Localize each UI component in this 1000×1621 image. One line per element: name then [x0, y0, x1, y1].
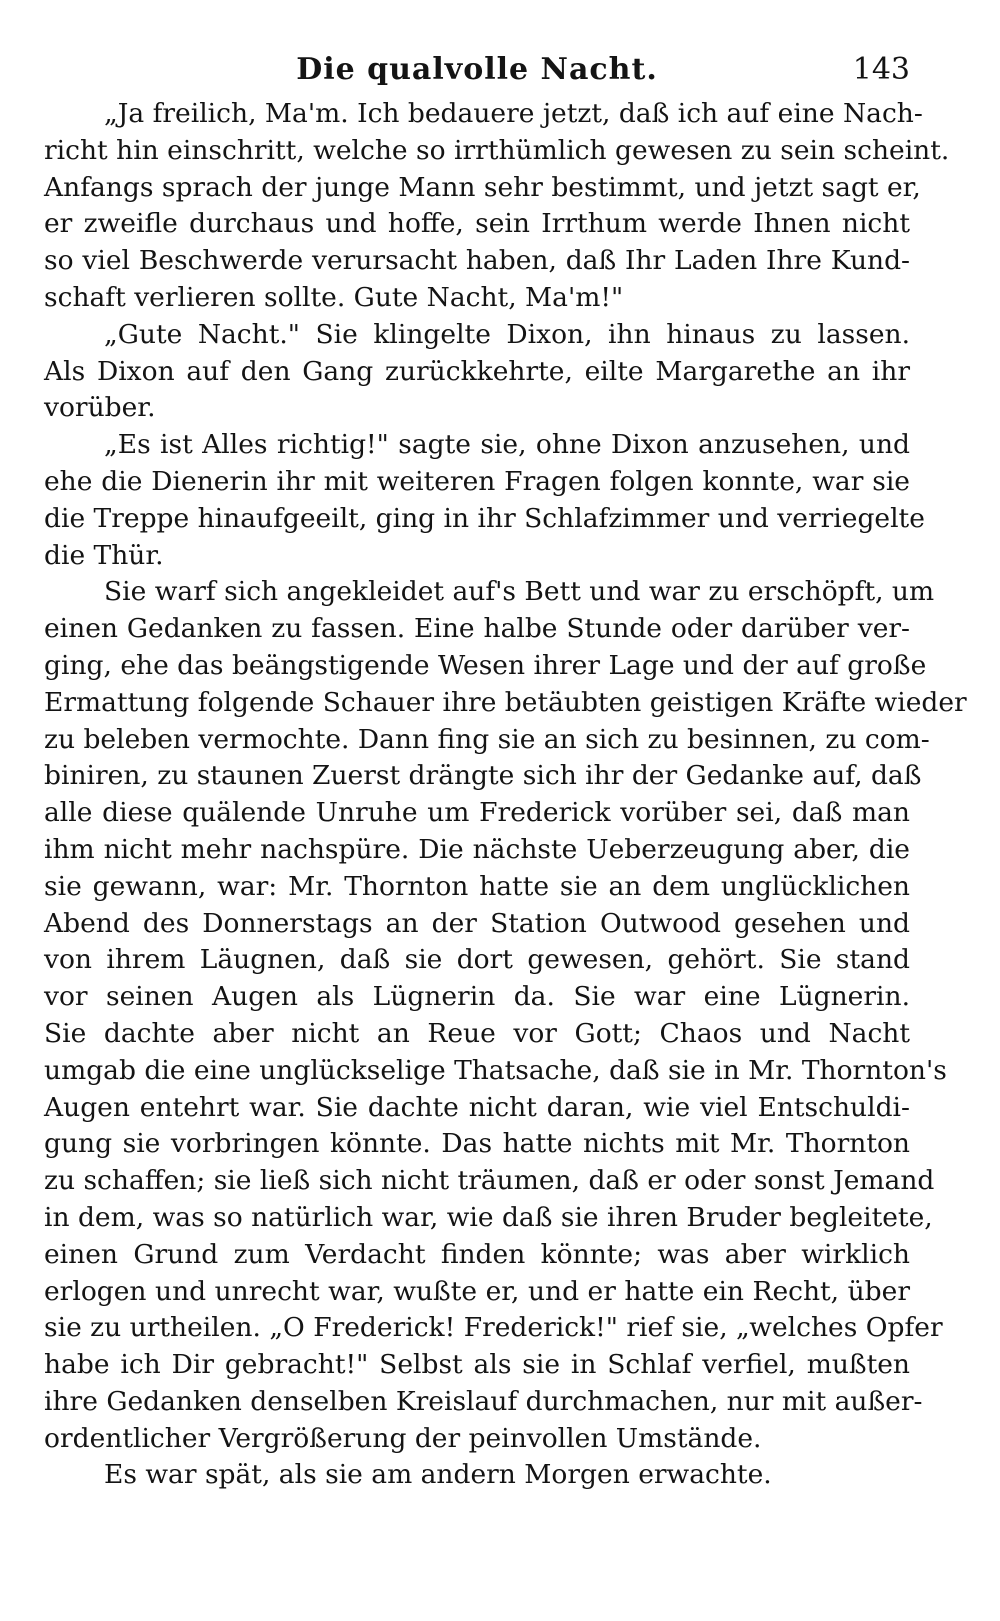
text-line: die Thür. — [44, 539, 164, 571]
body-text — [44, 96, 967, 1494]
text-line: zu schaffen; sie ließ sich nicht träumen, daß er oder sonst Jemand — [44, 1165, 935, 1197]
text-line: „Ja freilich, Ma'm. Ich bedauere jetzt, daß ich auf eine Nach- — [104, 98, 923, 129]
text-line: einen Grund zum Verdacht finden könnte; was aber wirklich — [44, 1238, 910, 1270]
text-line: zu beleben vermochte. Dann fing sie an sich zu besinnen, zu com- — [44, 723, 930, 755]
text-line: „Gute Nacht." Sie klingelte Dixon, ihn hinaus zu lassen. — [104, 318, 910, 350]
text-line: ihm nicht mehr nachspüre. Die nächste Ueberzeugung aber, die — [44, 833, 910, 865]
text-line: erlogen und unrecht war, wußte er, und er hatte ein Recht, über — [44, 1275, 910, 1307]
book-page — [44, 46, 967, 1494]
text-line: in dem, was so natürlich war, wie daß sie ihren Bruder begleitete, — [44, 1201, 933, 1233]
text-line: von ihrem Läugnen, daß sie dort gewesen, gehört. Sie stand — [44, 944, 910, 976]
text-line: Sie warf sich angekleidet auf's Bett und war zu erschöpft, um — [104, 576, 935, 608]
text-line: ihre Gedanken denselben Kreislauf durchmachen, nur mit außer- — [44, 1385, 923, 1417]
text-line: schaft verlieren sollte. Gute Nacht, Ma'm!" — [44, 281, 624, 313]
text-line: so viel Beschwerde verursacht haben, daß Ihr Laden Ihre Kund- — [44, 245, 910, 277]
text-line: sie gewann, war: Mr. Thornton hatte sie an dem unglücklichen — [44, 870, 910, 902]
text-line: die Treppe hinaufgeeilt, ging in ihr Schlafzimmer und verriegelte — [44, 502, 925, 534]
text-line: ordentlicher Vergrößerung der peinvollen Umstände. — [44, 1422, 762, 1454]
text-line: Als Dixon auf den Gang zurückkehrte, eilte Margarethe an ihr — [44, 355, 910, 387]
text-line: „Es ist Alles richtig!" sagte sie, ohne Dixon anzusehen, und — [104, 429, 910, 461]
running-header — [44, 46, 910, 96]
text-line: ehe die Dienerin ihr mit weiteren Fragen folgen konnte, war sie — [44, 465, 910, 497]
running-title: Die qualvolle Nacht. — [296, 52, 658, 87]
text-line: vor seinen Augen als Lügnerin da. Sie war eine Lügnerin. — [44, 981, 910, 1013]
text-line: er zweifle durchaus und hoffe, sein Irrthum werde Ihnen nicht — [44, 208, 910, 240]
text-line: Ermattung folgende Schauer ihre betäubten geistigen Kräfte wieder — [44, 686, 967, 718]
text-line: ging, ehe das beängstigende Wesen ihrer Lage und der auf große — [44, 649, 927, 681]
page-number: 143 — [852, 52, 910, 87]
text-line: Augen entehrt war. Sie dachte nicht daran, wie viel Entschuldi- — [44, 1091, 910, 1123]
text-line: alle diese quälende Unruhe um Frederick vorüber sei, daß man — [44, 797, 910, 829]
text-line: gung sie vorbringen könnte. Das hatte nichts mit Mr. Thornton — [44, 1128, 910, 1160]
text-line: umgab die eine unglückselige Thatsache, daß sie in Mr. Thornton's — [44, 1054, 947, 1086]
text-line: biniren, zu staunen Zuerst drängte sich ihr der Gedanke auf, daß — [44, 760, 922, 792]
text-line: sie zu urtheilen. „O Frederick! Frederick!" rief sie, „welches Opfer — [44, 1312, 943, 1344]
text-line: Es war spät, als sie am andern Morgen erwachte. — [104, 1459, 772, 1491]
text-line: einen Gedanken zu fassen. Eine halbe Stunde oder darüber ver- — [44, 613, 910, 645]
text-line: habe ich Dir gebracht!" Selbst als sie in Schlaf verfiel, mußten — [44, 1349, 910, 1381]
text-line: vorüber. — [44, 392, 156, 424]
text-line: Abend des Donnerstags an der Station Outwood gesehen und — [44, 907, 910, 939]
text-line: richt hin einschritt, welche so irrthümlich gewesen zu sein scheint. — [44, 134, 950, 166]
text-line: Sie dachte aber nicht an Reue vor Gott; Chaos und Nacht — [44, 1017, 910, 1049]
text-line: Anfangs sprach der junge Mann sehr bestimmt, und jetzt sagt er, — [44, 171, 921, 203]
